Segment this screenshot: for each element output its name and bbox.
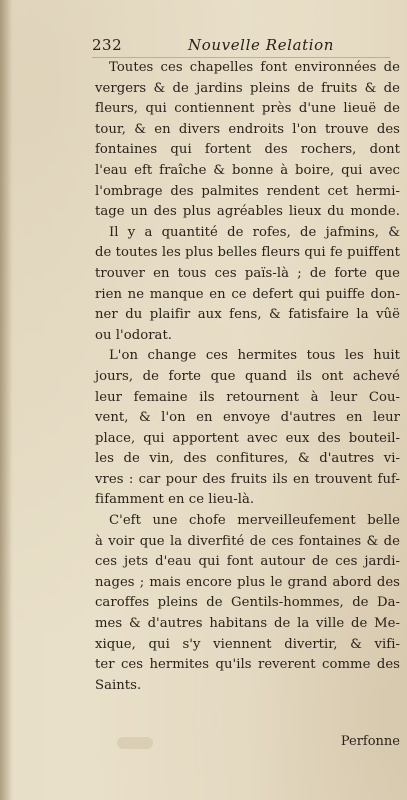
text-line: rien ne manque en ce defert qui puiffe don-	[95, 286, 400, 302]
paragraph-1	[95, 58, 400, 223]
text-line: nages ; mais encore plus le grand abord des	[95, 574, 400, 590]
text-line: Toutes ces chapelles font environnées de	[109, 60, 400, 75]
text-line: fleurs, qui contiennent près d'une lieuë de	[95, 101, 400, 117]
text-line: ter ces hermites qu'ils reverent comme des	[95, 657, 400, 673]
text-line: ner du plaifir aux fens, & fatisfaire la vûë	[95, 307, 400, 323]
gutter-shadow	[0, 0, 12, 800]
text-line: Il y a quantité de rofes, de jafmins, &	[109, 224, 400, 240]
page-number: 232	[92, 36, 123, 54]
text-line: de toutes les plus belles fleurs qui fe puiffent	[95, 245, 400, 261]
text-line: vent, & l'on en envoye d'autres en leur	[95, 410, 400, 426]
text-line: l'ombrage des palmites rendent cet hermi-	[95, 183, 400, 199]
page-header	[92, 36, 392, 54]
paragraph-4	[95, 511, 400, 696]
text-line: ces jets d'eau qui font autour de ces jardi-	[95, 554, 400, 570]
catchword: Perfonne	[340, 734, 400, 749]
text-line: à voir que la diverfité de ces fontaines & de	[95, 533, 400, 549]
text-line: vergers & de jardins pleins de fruits & de	[95, 80, 400, 96]
text-line: jours, de forte que quand ils ont achevé	[95, 368, 400, 384]
text-line: tour, & en divers endroits l'on trouve des	[95, 121, 400, 137]
paragraph-3	[95, 346, 400, 511]
text-line: C'eft une chofe merveilleufement belle	[109, 513, 400, 529]
text-line: trouver en tous ces païs-là ; de forte que	[95, 265, 400, 281]
text-line: Saints.	[95, 677, 142, 693]
text-line: mes & d'autres habitans de la ville de Me-	[95, 616, 400, 632]
text-line: vres : car pour des fruits ils en trouvent fuf-	[95, 471, 400, 487]
text-line: caroffes pleins de Gentils-hommes, de Da-	[95, 595, 400, 611]
text-line: place, qui apportent avec eux des bouteil-	[95, 430, 400, 446]
text-line: xique, qui s'y viennent divertir, & vifi-	[95, 636, 400, 652]
text-line: fifamment en ce lieu-là.	[95, 492, 255, 508]
running-title: Nouvelle Relation	[188, 36, 335, 54]
paragraph-2	[95, 223, 400, 347]
text-line: tage un des plus agréables lieux du monde.	[95, 204, 400, 220]
text-line: leur femaine ils retournent à leur Cou-	[95, 389, 400, 405]
text-line: L'on change ces hermites tous les huit	[109, 348, 400, 364]
body-text	[95, 58, 400, 696]
text-line: les de vin, des confitures, & d'autres vi-	[95, 451, 400, 467]
text-line: fontaines qui fortent des rochers, dont	[95, 142, 400, 158]
text-line: l'eau eft fraîche & bonne à boire, qui avec	[95, 162, 400, 178]
ink-bleed-mark	[117, 737, 153, 749]
page-footer	[95, 734, 400, 756]
text-line: ou l'odorat.	[95, 327, 173, 343]
